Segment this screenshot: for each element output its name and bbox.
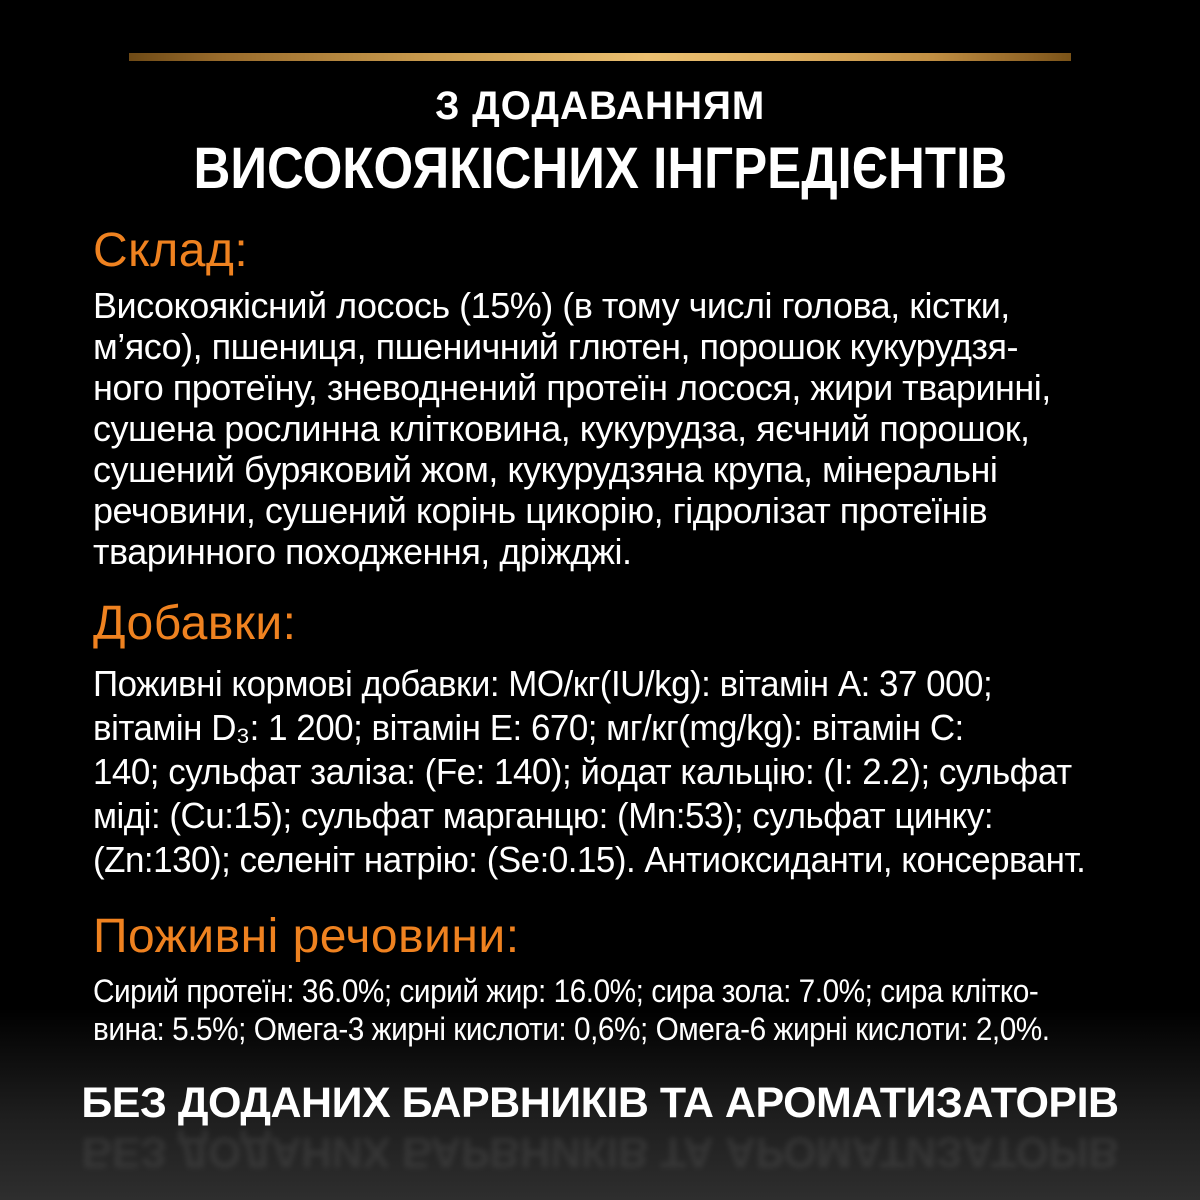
composition-text-line: Високоякісний лосось (15%) (в тому числі голова, кістки,	[93, 285, 1010, 326]
additives-section-heading: Добавки:	[93, 597, 297, 650]
header	[0, 0, 1200, 201]
header-title-text: ВИСОКОЯКІСНИХ ІНГРЕДІЄНТІВ	[193, 136, 1007, 201]
additives-text	[93, 662, 1133, 882]
header-subtitle-text: З ДОДАВАННЯМ	[434, 84, 766, 128]
nutrients-text-line: вина: 5.5%; Омега-3 жирні кислоти: 0,6%; Омега-6 жирні кислоти: 2,0%.	[93, 1011, 1050, 1047]
additives-text-line: Поживні кормові добавки: МО/кг(IU/kg): вітамін A: 37 000;	[93, 663, 993, 704]
composition-text	[93, 285, 1133, 572]
composition-text-line: м’ясо), пшениця, пшеничний глютен, порошок кукурудзя-	[93, 326, 1018, 367]
additives-text-line: міді: (Cu:15); сульфат марганцю: (Mn:53); сульфат цинку:	[93, 795, 994, 836]
header-subtitle	[0, 86, 1200, 126]
additives-text-line: вітамін D₃: 1 200; вітамін E: 670; мг/кг(mg/kg): вітамін C:	[93, 707, 964, 748]
nutrients-text-line: Сирий протеїн: 36.0%; сирий жир: 16.0%; сира зола: 7.0%; сира клітко-	[93, 973, 1039, 1009]
nutrients-text	[93, 972, 1133, 1048]
composition-text-line: тваринного походження, дріжджі.	[93, 531, 632, 572]
additives-text-line: 140; сульфат заліза: (Fe: 140); йодат кальцію: (I: 2.2); сульфат	[93, 751, 1072, 792]
nutrients-section-heading: Поживні речовини:	[93, 910, 520, 963]
header-title	[0, 136, 1200, 201]
no-additives-claim-reflection: БЕЗ ДОДАНИХ БАРВНИКІВ ТА АРОМАТИЗАТОРІВ	[81, 1128, 1119, 1176]
composition-section-heading: Склад:	[93, 224, 249, 277]
composition-text-line: сушена рослинна клітковина, кукурудза, яєчний порошок,	[93, 408, 1030, 449]
additives-text-line: (Zn:130); селеніт натрію: (Se:0.15). Антиоксиданти, консервант.	[93, 839, 1086, 880]
no-additives-claim: БЕЗ ДОДАНИХ БАРВНИКІВ ТА АРОМАТИЗАТОРІВ	[81, 1079, 1119, 1127]
composition-text-line: речовини, сушений корінь цикорію, гідролізат протеїнів	[93, 490, 988, 531]
composition-text-line: сушений буряковий жом, кукурудзяна крупа, мінеральні	[93, 449, 998, 490]
composition-text-line: ного протеїну, зневоднений протеїн лосося, жири тваринні,	[93, 367, 1051, 408]
